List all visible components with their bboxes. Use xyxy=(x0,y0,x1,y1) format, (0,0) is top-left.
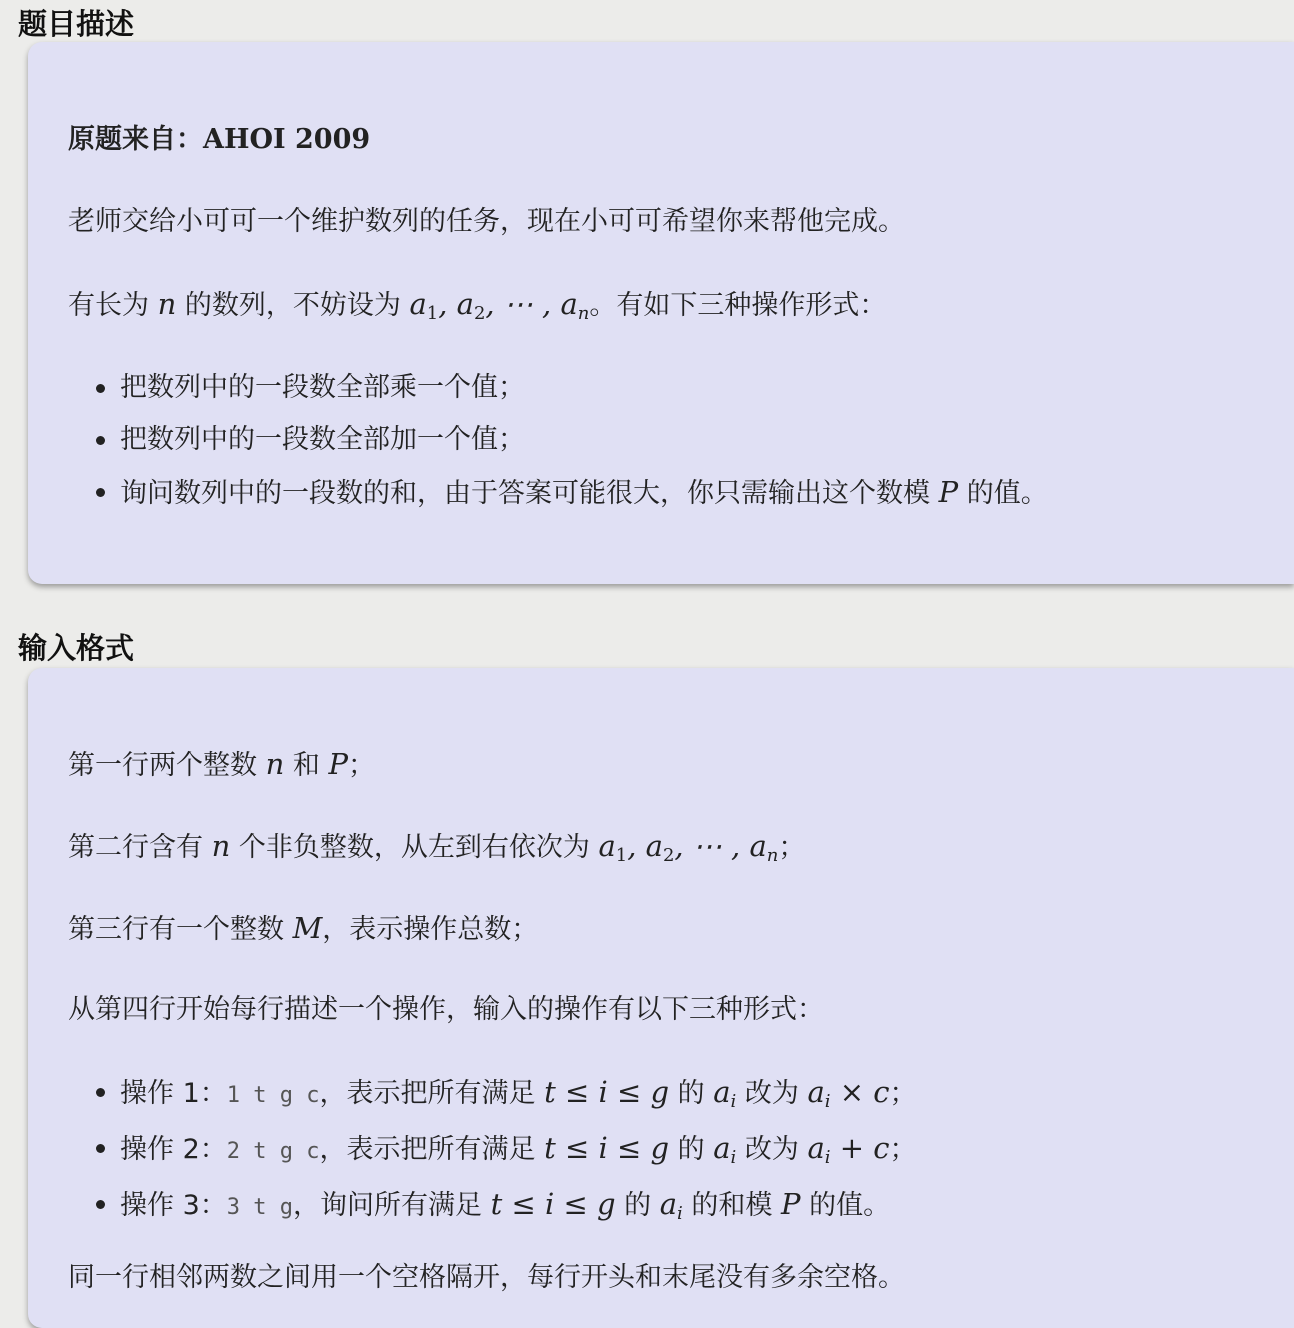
origin-line xyxy=(68,122,370,158)
desc-paragraph-1: 老师交给小可可一个维护数列的任务，现在小可可希望你来帮他完成。 xyxy=(68,206,905,237)
input-line-3: 第三行有一个整数 M，表示操作总数； xyxy=(68,911,539,945)
list-item: 操作 3：3 t g，询问所有满足 t ≤ i ≤ g 的 $a_i$ 的和模 P 的值。 xyxy=(120,1178,917,1234)
list-item: 操作 2：2 t g c，表示把所有满足 t ≤ i ≤ g 的 $a_i$ 改为 $a_i + c$； xyxy=(120,1122,917,1178)
list-item: 操作 1：1 t g c，表示把所有满足 t ≤ i ≤ g 的 $a_i$ 改为 $a_i \times c$； xyxy=(120,1066,917,1122)
origin-text: 原题来自：AHOI 2009 xyxy=(68,124,371,155)
list-item: 询问数列中的一段数的和，由于答案可能很大，你只需输出这个数模 P 的值。 xyxy=(120,466,1048,520)
operation-list xyxy=(120,362,1048,520)
section-title-input-format: 输入格式 xyxy=(18,631,135,665)
list-item: 把数列中的一段数全部乘一个值； xyxy=(120,362,1048,414)
desc-paragraph-2: 有长为 n 的数列，不妨设为 $a_1$, $a_2$, ⋯ , $a_n$。有如下三种操作形式： xyxy=(68,287,887,324)
input-line-4: 从第四行开始每行描述一个操作，输入的操作有以下三种形式： xyxy=(68,994,824,1025)
input-operation-list xyxy=(120,1066,917,1234)
section-title-description: 题目描述 xyxy=(18,7,135,41)
description-card xyxy=(28,42,1294,584)
input-format-card xyxy=(28,668,1294,1328)
input-line-5: 同一行相邻两数之间用一个空格隔开，每行开头和末尾没有多余空格。 xyxy=(68,1262,905,1293)
list-item: 把数列中的一段数全部加一个值； xyxy=(120,414,1048,466)
input-line-2: 第二行含有 n 个非负整数，从左到右依次为 $a_1$, $a_2$, ⋯ , $a_n$； xyxy=(68,829,806,866)
input-line-1: 第一行两个整数 n 和 P； xyxy=(68,747,375,781)
